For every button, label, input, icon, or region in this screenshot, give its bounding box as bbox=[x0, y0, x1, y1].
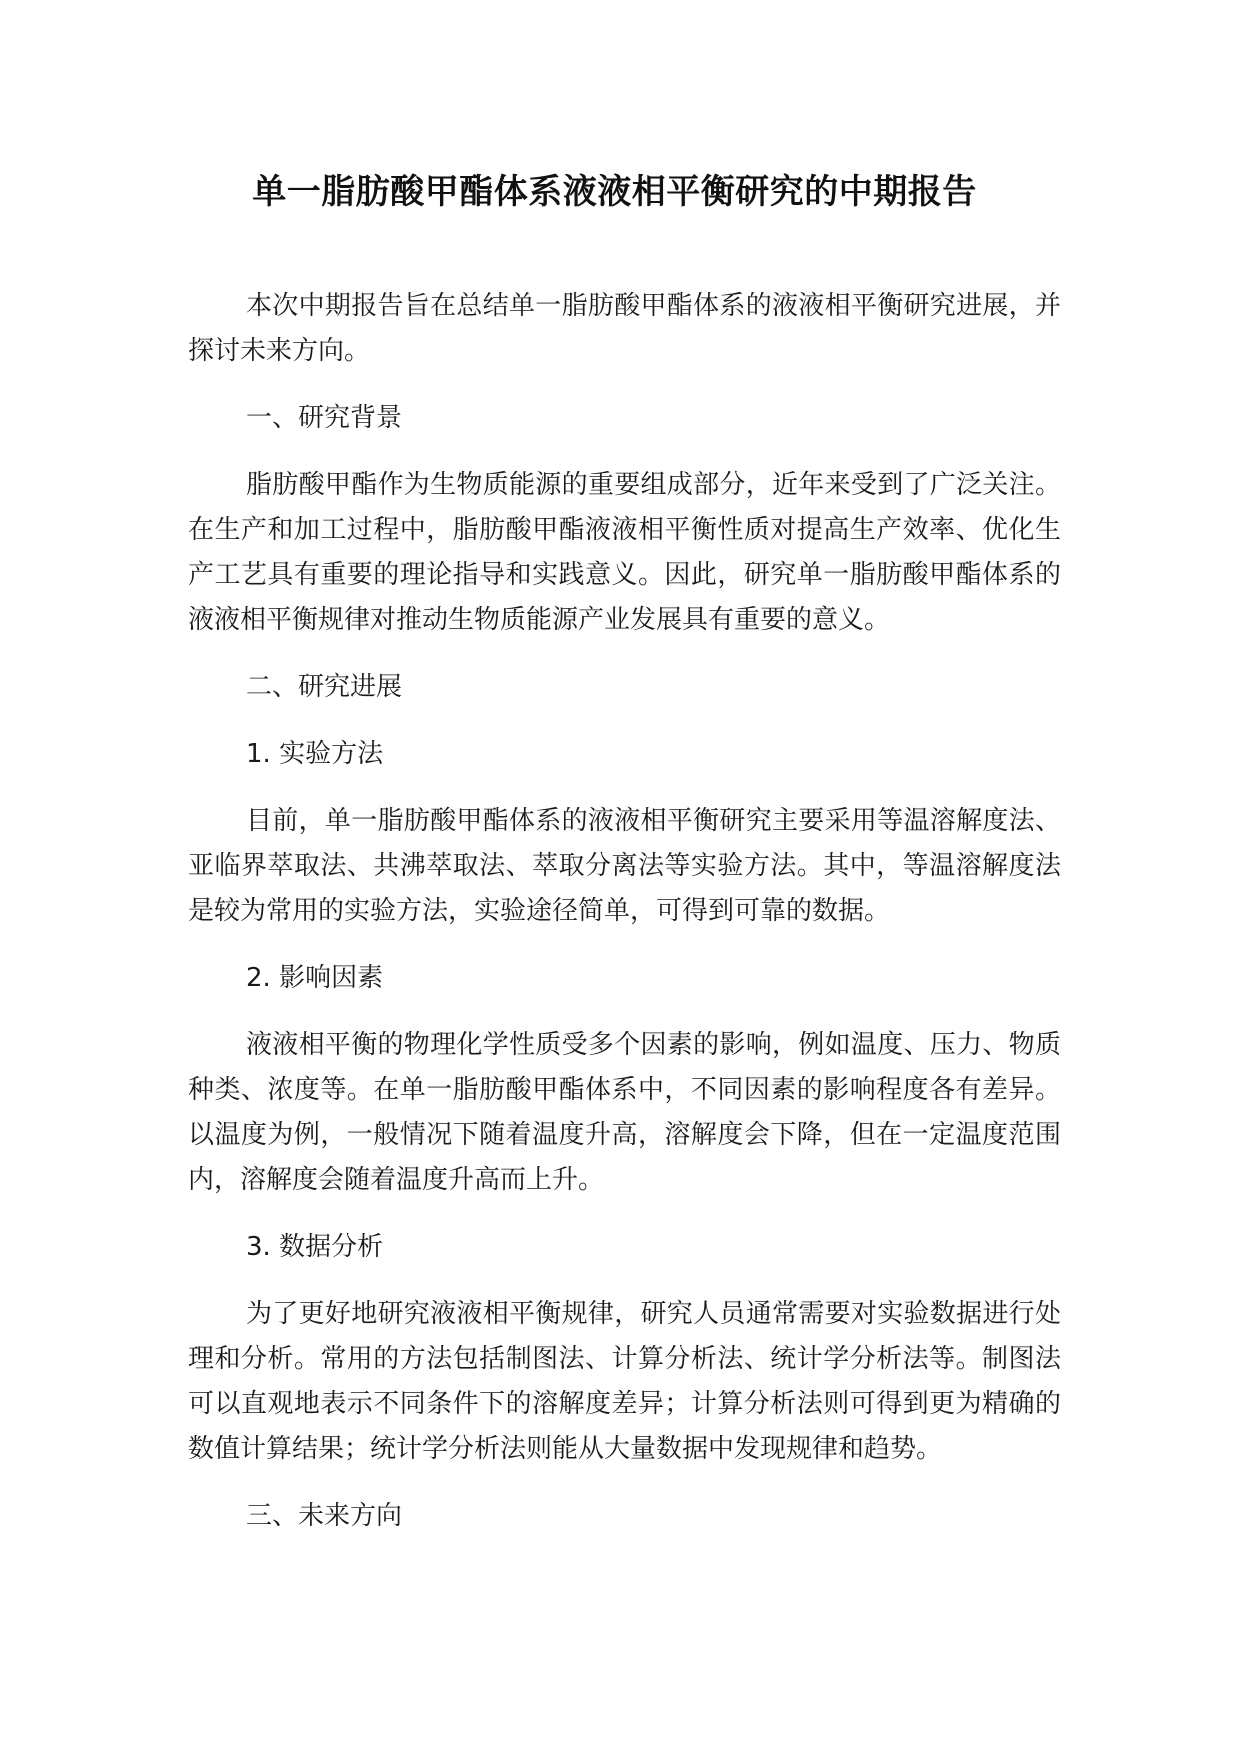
methods-paragraph: 目前，单一脂肪酸甲酯体系的液液相平衡研究主要采用等温溶解度法、亚临界萃取法、共沸萃取法、萃取分离法等实验方法。其中，等温溶解度法是较为常用的实验方法，实验途径简单，可得到可靠的数据。 bbox=[188, 806, 1061, 926]
section-heading-future: 三、未来方向 bbox=[246, 1501, 403, 1531]
section-heading-progress: 二、研究进展 bbox=[246, 672, 403, 702]
intro-paragraph: 本次中期报告旨在总结单一脂肪酸甲酯体系的液液相平衡研究进展，并探讨未来方向。 bbox=[188, 291, 1061, 366]
section-heading-background: 一、研究背景 bbox=[246, 403, 403, 433]
document-title: 单一脂肪酸甲酯体系液液相平衡研究的中期报告 bbox=[252, 172, 977, 212]
factors-paragraph: 液液相平衡的物理化学性质受多个因素的影响，例如温度、压力、物质种类、浓度等。在单一脂肪酸甲酯体系中，不同因素的影响程度各有差异。以温度为例，一般情况下随着温度升高，溶解度会下降，但在一定温度范围内，溶解度会随着温度升高而上升。 bbox=[188, 1030, 1061, 1195]
subsection-heading-factors: 2. 影响因素 bbox=[246, 963, 384, 993]
subsection-heading-methods: 1. 实验方法 bbox=[246, 739, 384, 769]
background-paragraph: 脂肪酸甲酯作为生物质能源的重要组成部分，近年来受到了广泛关注。在生产和加工过程中，脂肪酸甲酯液液相平衡性质对提高生产效率、优化生产工艺具有重要的理论指导和实践意义。因此，研究单一脂肪酸甲酯体系的液液相平衡规律对推动生物质能源产业发展具有重要的意义。 bbox=[188, 470, 1061, 635]
analysis-paragraph: 为了更好地研究液液相平衡规律，研究人员通常需要对实验数据进行处理和分析。常用的方法包括制图法、计算分析法、统计学分析法等。制图法可以直观地表示不同条件下的溶解度差异；计算分析法则可得到更为精确的数值计算结果；统计学分析法则能从大量数据中发现规律和趋势。 bbox=[188, 1299, 1061, 1464]
subsection-heading-analysis: 3. 数据分析 bbox=[246, 1232, 384, 1262]
